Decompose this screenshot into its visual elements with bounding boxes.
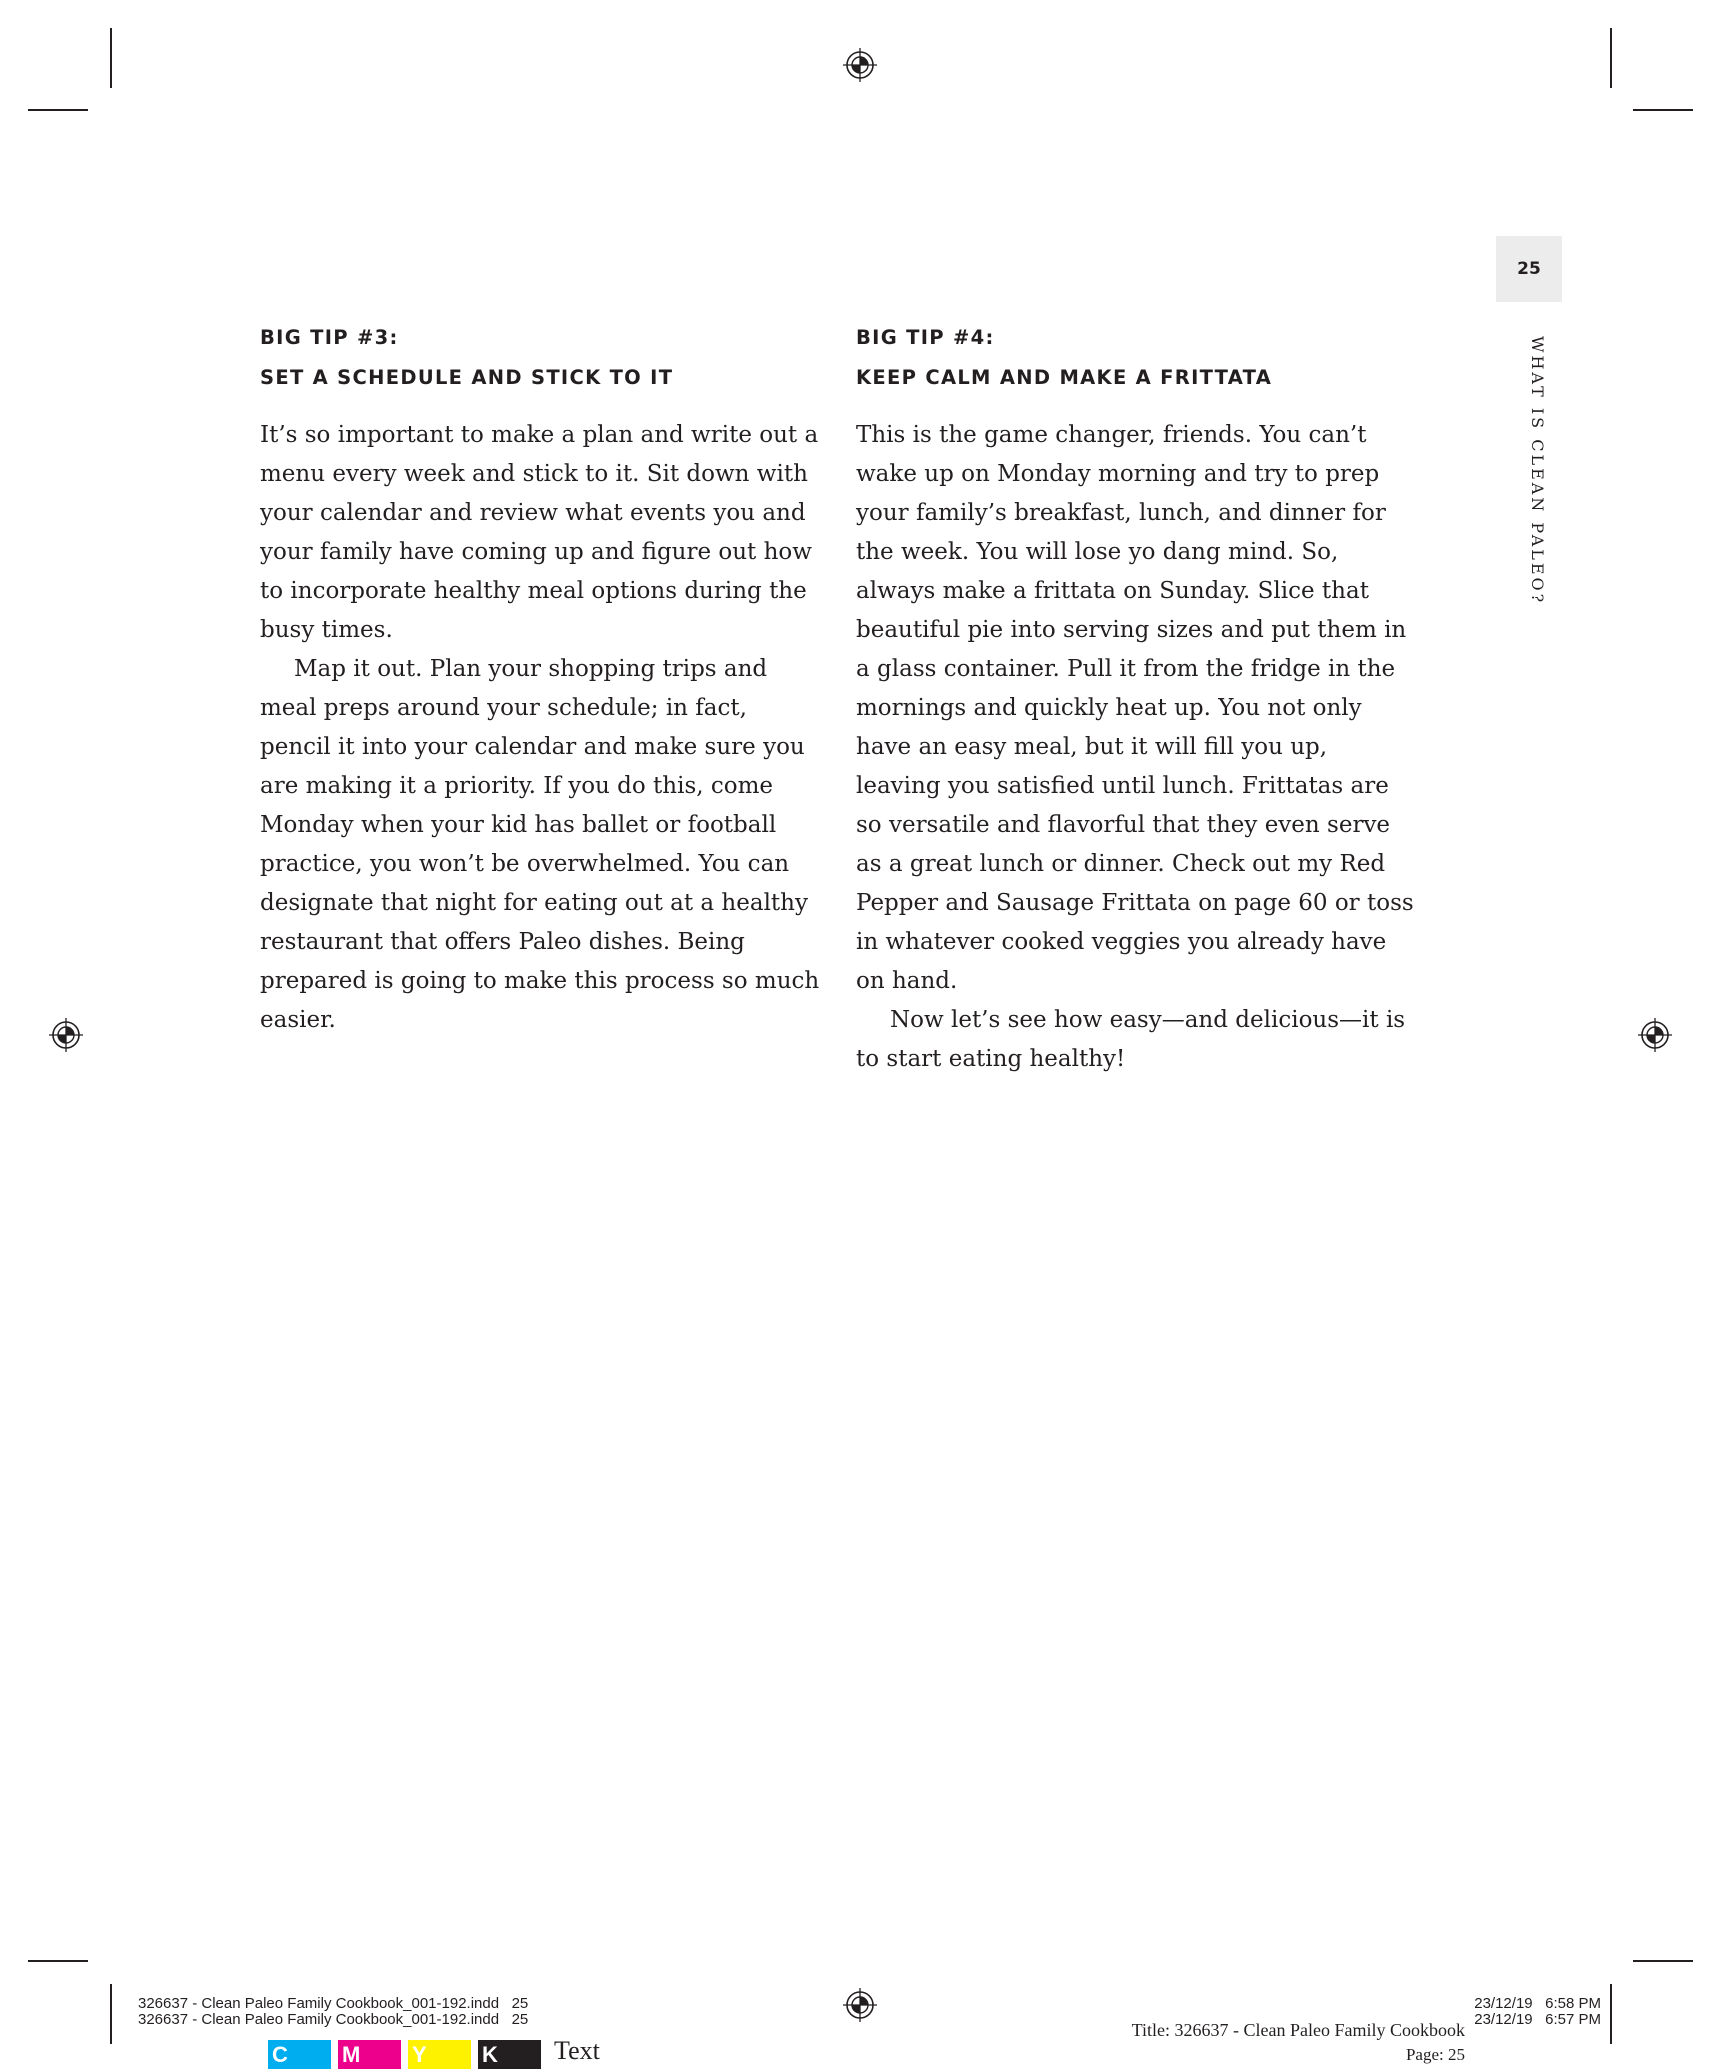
color-swatch-magenta: M: [338, 2040, 401, 2069]
tip-3-column: [260, 318, 822, 1040]
crop-mark: [28, 109, 88, 111]
tip-4-paragraph: This is the game changer, friends. You can’t wake up on Monday morning and try to prep your family’s breakfast, lunch, and dinner for the week. You will lose yo dang mind. So, always make a frittata on Sunday. Slice that beautiful pie into serving sizes and put them in a glass container. Pull it from the fridge in the mornings and quickly heat up. You not only have an easy meal, but it will fill you up, leaving you satisfied until lunch. Frittatas are so versatile and flavorful that they even serve as a great lunch or dinner. Check out my Red Pepper and Sausage Frittata on page 60 or toss in whatever cooked veggies you already have on hand.: [856, 422, 1414, 994]
slug-file-line: 326637 - Clean Paleo Family Cookbook_001-192.indd 25: [138, 1995, 529, 2012]
crop-mark: [1610, 28, 1612, 88]
slug-file-info: [138, 1996, 528, 2028]
crop-mark: [110, 28, 112, 88]
swatch-label: Text: [554, 2036, 600, 2065]
page-number: 25: [1517, 259, 1541, 279]
registration-mark-icon: [49, 1018, 83, 1052]
crop-mark: [110, 1984, 112, 2044]
slug-title: Title: 326637 - Clean Paleo Family Cookbook: [1131, 2020, 1465, 2040]
color-swatch-black: K: [478, 2040, 541, 2069]
slug-date-line: 23/12/19 6:57 PM: [1474, 2011, 1601, 2028]
registration-mark-icon: [1638, 1018, 1672, 1052]
crop-mark: [1610, 1984, 1612, 2044]
tip-3-kicker: BIG TIP #3:: [260, 326, 399, 349]
registration-mark-icon: [843, 48, 877, 82]
tip-4-column: [856, 318, 1418, 1079]
tip-3-title: SET A SCHEDULE AND STICK TO IT: [260, 366, 674, 389]
registration-mark-icon: [843, 1988, 877, 2022]
tip-4-kicker: BIG TIP #4:: [856, 326, 995, 349]
page-number-tab: [1496, 236, 1562, 302]
slug-file-line: 326637 - Clean Paleo Family Cookbook_001-192.indd 25: [138, 2011, 529, 2028]
color-swatch-cyan: C: [268, 2040, 331, 2069]
crop-mark: [1633, 109, 1693, 111]
tip-3-paragraph: It’s so important to make a plan and write out a menu every week and stick to it. Sit down with your calendar and review what events you and your family have coming up and figure out how to incorporate healthy meal options during the busy times.: [260, 422, 819, 643]
crop-mark: [28, 1960, 88, 1962]
running-head: WHAT IS CLEAN PALEO?: [1528, 336, 1547, 606]
slug-page: Page: 25: [1405, 2045, 1465, 2064]
slug-date-line: 23/12/19 6:58 PM: [1474, 1995, 1601, 2012]
tip-4-title: KEEP CALM AND MAKE A FRITTATA: [856, 366, 1273, 389]
crop-mark: [1633, 1960, 1693, 1962]
tip-3-paragraph: Map it out. Plan your shopping trips and meal preps around your schedule; in fact, pencil it into your calendar and make sure you are making it a priority. If you do this, come Monday when your kid has ballet or football practice, you won’t be overwhelmed. You can designate that night for eating out at a healthy restaurant that offers Paleo dishes. Being prepared is going to make this process so much easier.: [260, 656, 820, 1033]
slug-date-info: [1474, 1996, 1601, 2028]
color-swatch-yellow: Y: [408, 2040, 471, 2069]
tip-4-paragraph: Now let’s see how easy—and delicious—it is to start eating healthy!: [856, 1007, 1406, 1072]
